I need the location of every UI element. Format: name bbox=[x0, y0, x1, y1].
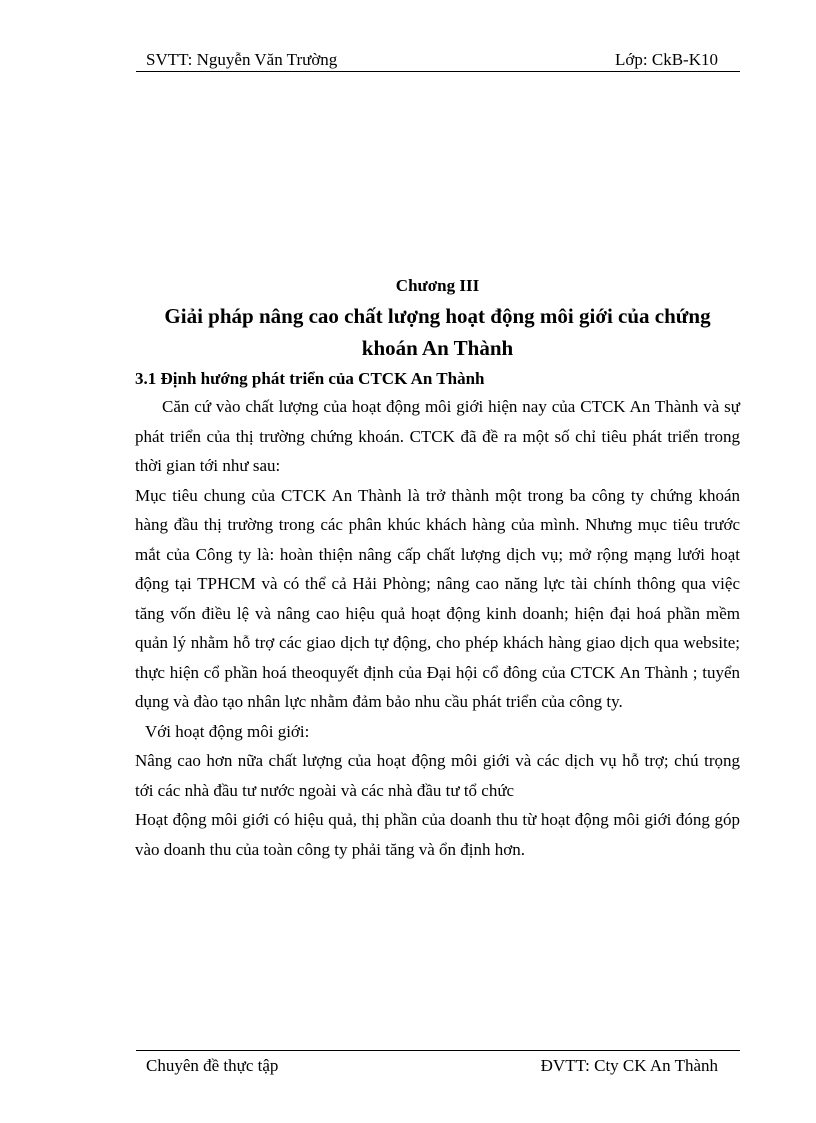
section-heading: 3.1 Định hướng phát triển của CTCK An Thành bbox=[135, 369, 485, 388]
paragraph-general-goal: Mục tiêu chung của CTCK An Thành là trở thành một trong ba công ty chứng khoán hàng đầu thị trường trong các phân khúc khách hàng của mình. Nhưng mục tiêu trước mắt của Công ty là: hoàn thiện nâng cấp chất lượng dịch vụ; mở rộng mạng lưới hoạt động tại TPHCM và có thể cả Hải Phòng; nâng cao năng lực tài chính thông qua việc tăng vốn điều lệ và nâng cao hiệu quả hoạt động kinh doanh; hiện đại hoá phần mềm quản lý nhằm hỗ trợ các giao dịch tự động, cho phép khách hàng giao dịch qua website; thực hiện cổ phần hoá theoquyết định của Đại hội cổ đông của CTCK An Thành ; tuyển dụng và đào tạo nhân lực nhằm đảm bảo nhu cầu phát triển của công ty. bbox=[135, 485, 740, 711]
page-header bbox=[136, 49, 740, 72]
paragraph-brokerage-quality: Nâng cao hơn nữa chất lượng của hoạt động môi giới và các dịch vụ hỗ trợ; chú trọng tới các nhà đầu tư nước ngoài và các nhà đầu tư tổ chức bbox=[135, 751, 740, 800]
paragraph-brokerage-label: Với hoạt động môi giới: bbox=[145, 721, 310, 741]
page-content bbox=[135, 274, 740, 864]
header-author: SVTT: Nguyễn Văn Trường bbox=[146, 50, 338, 69]
paragraph-brokerage-efficiency: Hoạt động môi giới có hiệu quả, thị phần của doanh thu từ hoạt động môi giới đóng góp vào doanh thu của toàn công ty phải tăng và ổn định hơn. bbox=[135, 810, 740, 859]
paragraph-intro: Căn cứ vào chất lượng của hoạt động môi giới hiện nay của CTCK An Thành và sự phát triển của thị trường chứng khoán. CTCK đã đề ra một số chỉ tiêu phát triển trong thời gian tới như sau: bbox=[135, 397, 740, 475]
chapter-number: Chương III bbox=[395, 276, 480, 295]
footer-subject: Chuyên đề thực tập bbox=[146, 1056, 279, 1075]
header-class: Lớp: CkB-K10 bbox=[615, 50, 718, 69]
page-footer bbox=[136, 1050, 740, 1075]
footer-organization: ĐVTT: Cty CK An Thành bbox=[540, 1056, 718, 1075]
chapter-title: Giải pháp nâng cao chất lượng hoạt động môi giới của chứng khoán An Thành bbox=[164, 304, 711, 360]
